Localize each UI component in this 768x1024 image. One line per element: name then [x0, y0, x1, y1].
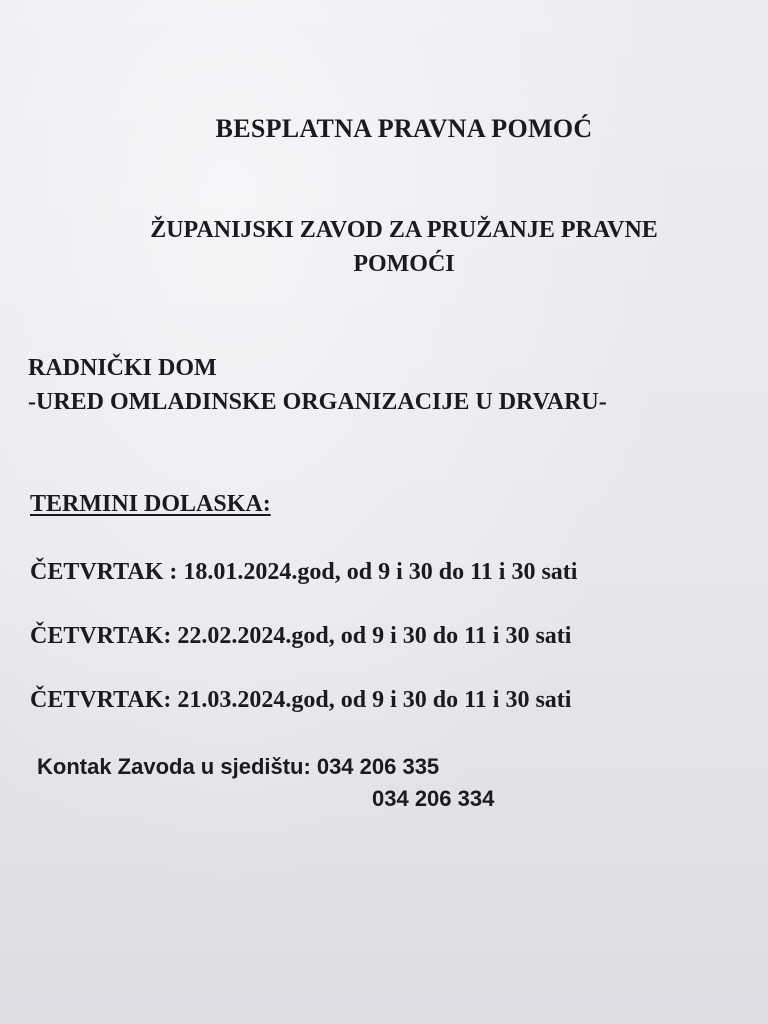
- contact-phone-1: 034 206 335: [316, 754, 440, 779]
- organization-name-line-2: POMOĆI: [353, 251, 455, 277]
- term-item: ČETVRTAK : 18.01.2024.god, od 9 i 30 do 11 i 30 sati: [30, 559, 578, 585]
- contact-label: Kontak Zavoda u sjedištu:: [37, 754, 311, 779]
- location-line-2: -URED OMLADINSKE ORGANIZACIJE U DRVARU-: [28, 389, 607, 415]
- term-item: ČETVRTAK: 22.02.2024.god, od 9 i 30 do 11 i 30 sati: [30, 623, 572, 649]
- organization-name-line-1: ŽUPANIJSKI ZAVOD ZA PRUŽANJE PRAVNE: [150, 217, 658, 243]
- location-line-1: RADNIČKI DOM: [28, 355, 217, 381]
- terms-heading: TERMINI DOLASKA:: [30, 491, 271, 517]
- term-item: ČETVRTAK: 21.03.2024.god, od 9 i 30 do 11 i 30 sati: [30, 687, 572, 713]
- contact-phone-2: 034 206 334: [372, 786, 495, 811]
- notice-title: BESPLATNA PRAVNA POMOĆ: [215, 114, 593, 143]
- contact-line: [37, 756, 439, 778]
